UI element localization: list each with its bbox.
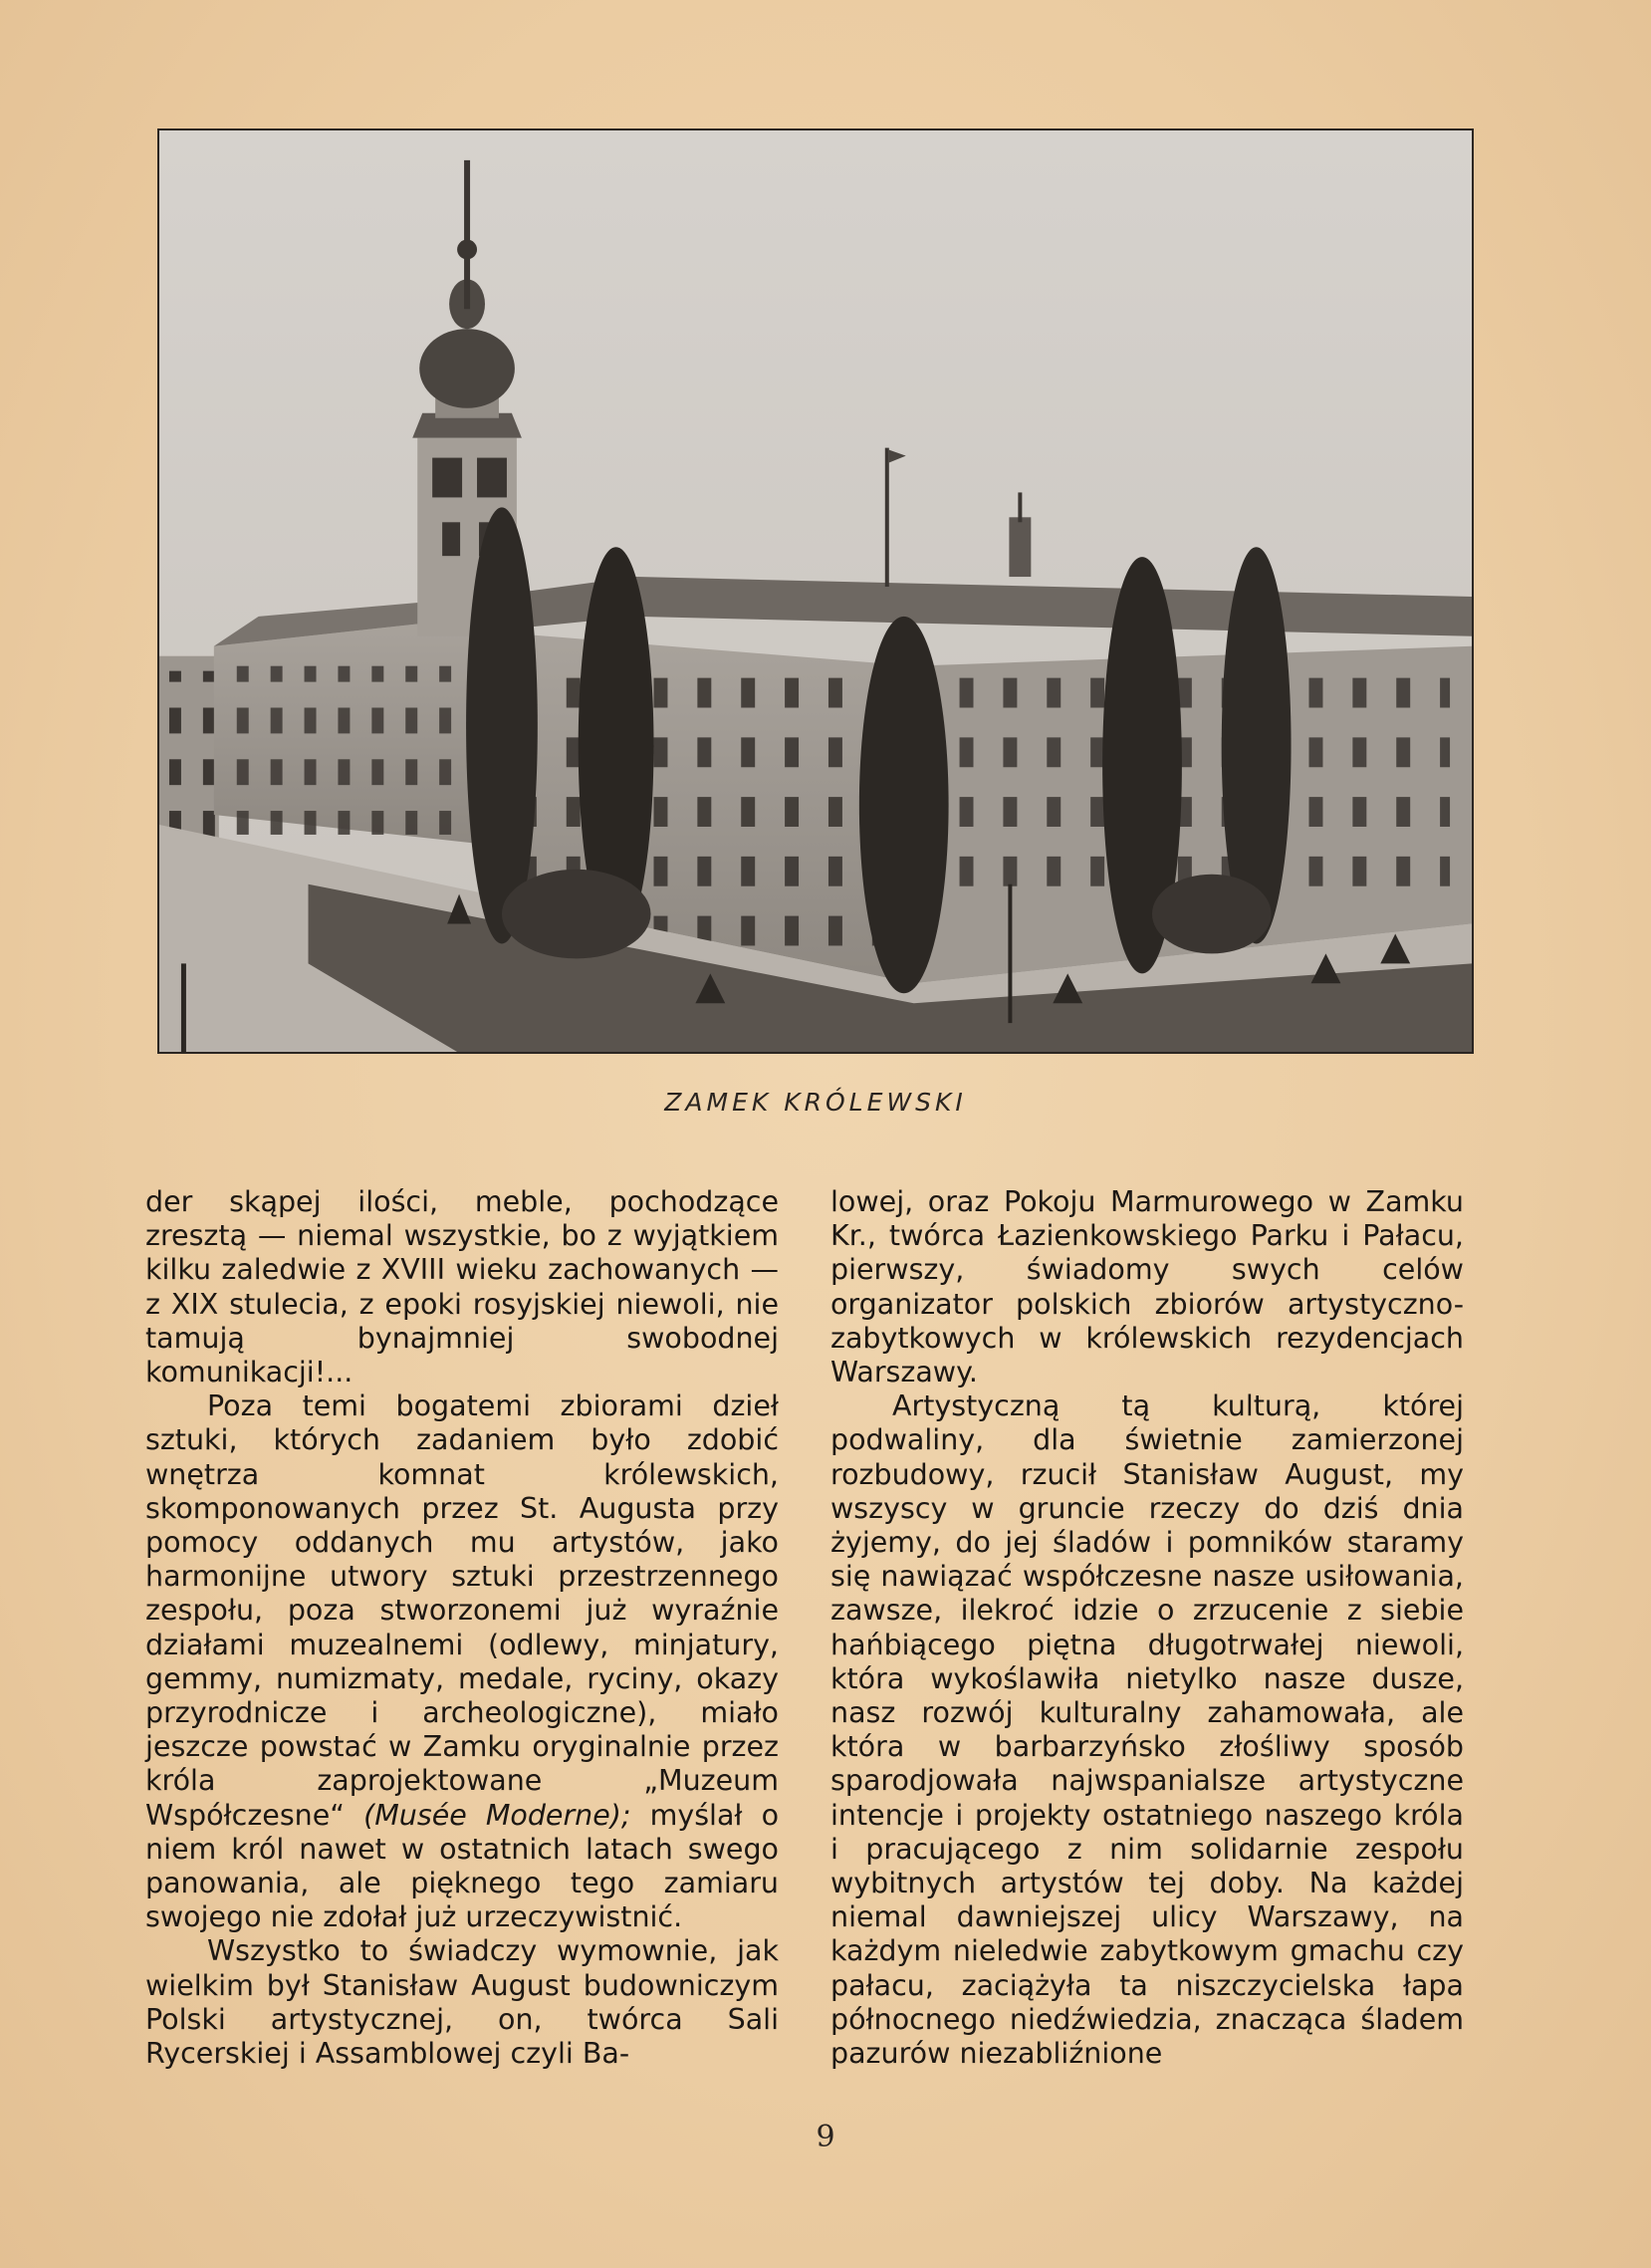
castle-photo [157, 128, 1474, 1054]
left-column [145, 1185, 779, 2071]
left-paragraph-2 [145, 1389, 779, 1934]
right-column [830, 1185, 1464, 2071]
right-paragraph-1: lowej, oraz Pokoju Marmurowego w Zamku Kr., twórca Łazienkowskiego Parku i Pałacu, pierwszy, świadomy swych celów organizator polskich zbiorów artystyczno-zabytkowych w królewskich rezydencjach Warszawy. [830, 1185, 1464, 1389]
left-paragraph-2-text-b: myślał o niem król nawet w ostatnich latach swego panowania, ale pięknego tego zamiaru swojego nie zdołał już urzeczywistnić. [145, 1798, 780, 1934]
left-paragraph-2-text-a: Poza temi bogatemi zbiorami dzieł sztuki, których zadaniem było zdobić wnętrza komnat królewskich, skomponowanych przez St. Augusta przy pomocy oddanych mu artystów, jako harmonijne utwory sztuki przestrzennego zespołu, poza stworzonemi już wyraźnie działami muzealnemi (odlewy, minjatury, gemmy, numizmaty, medale, ryciny, okazy przyrodnicze i archeologiczne), miało jeszcze powstać w Zamku oryginalnie przez króla zaprojektowane „Muzeum Współczesne“ [145, 1389, 779, 1832]
left-paragraph-3: Wszystko to świadczy wymownie, jak wielkim był Stanisław August budowniczym Polski artystycznej, on, twórca Sali Rycerskiej i Assamblowej czyli Ba- [145, 1934, 779, 2071]
right-paragraph-2: Artystyczną tą kulturą, której podwaliny, dla świetnie zamierzonej rozbudowy, rzucił Stanisław August, my wszyscy w gruncie rzeczy do dziś dnia żyjemy, do jej śladów i pomników staramy się nawiązać współczesne nasze usiłowania, zawsze, ilekroć idzie o zrzucenie z siebie hańbiącego piętna długotrwałej niewoli, która wykoślawiła nietylko nasze dusze, nasz rozwój kulturalny zahamowała, ale która w barbarzyńsko złośliwy sposób sparodjowała najwspanialsze artystyczne intencje i projekty ostatniego naszego króla i pracującego z nim solidarnie zespołu wybitnych artystów tej doby. Na każdej niemal dawniejszej ulicy Warszawy, na każdym nieledwie zabytkowym gmachu czy pałacu, zaciążyła ta niszczycielska łapa północnego niedźwiedzia, znacząca śladem pazurów niezabliźnione [830, 1389, 1464, 2071]
castle-photo-icon [159, 130, 1472, 1052]
musee-moderne-italic: (Musée Moderne); [363, 1798, 631, 1832]
left-paragraph-1: der skąpej ilości, meble, pochodzące zresztą — niemal wszystkie, bo z wyjątkiem kilku zaledwie z XVIII wieku zachowanych — z XIX stulecia, z epoki rosyjskiej niewoli, nie tamują bynajmniej swobodnej komunikacji!... [145, 1185, 779, 1389]
photo-caption: ZAMEK KRÓLEWSKI [664, 1088, 967, 1117]
page-number: 9 [816, 2120, 835, 2154]
